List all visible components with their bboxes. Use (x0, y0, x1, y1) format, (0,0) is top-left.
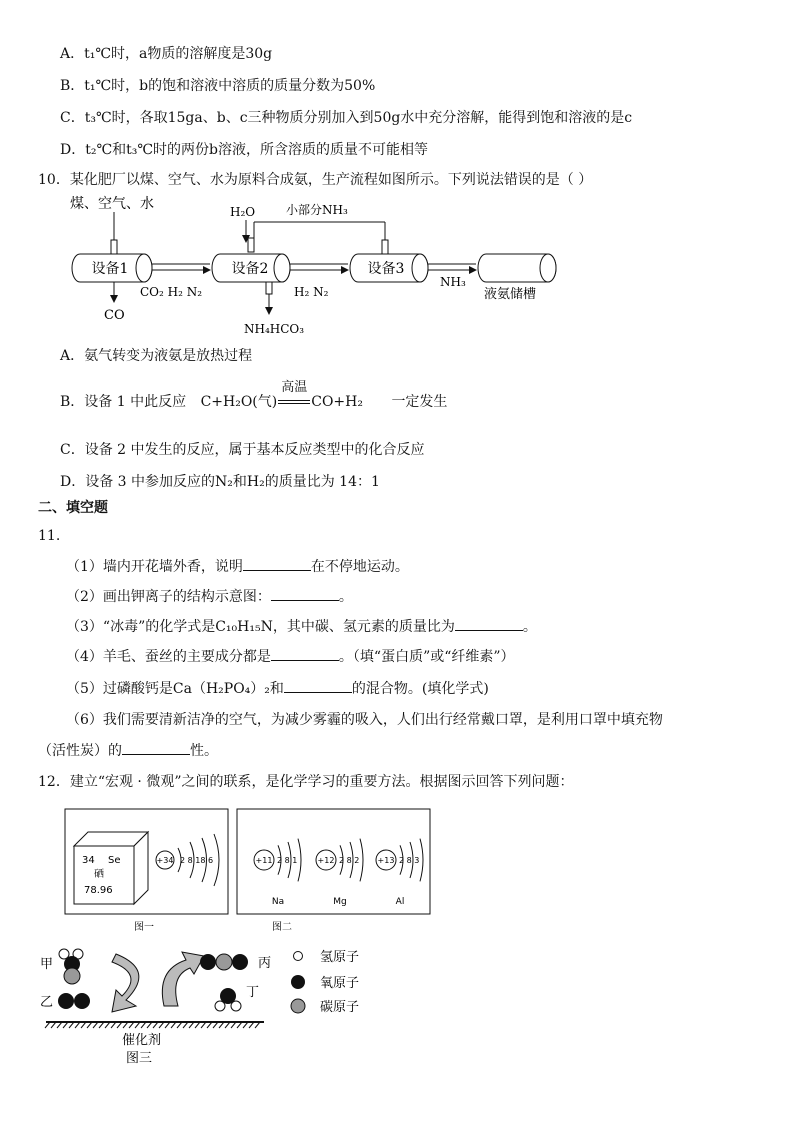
q11-sub4-text-b: 。（填“蛋白质”或“纤维素”） (338, 649, 515, 665)
legend-hydrogen-icon (294, 952, 303, 961)
device1 (72, 254, 152, 282)
curved-arrow-down (112, 954, 139, 1012)
equation-arrow (277, 380, 311, 412)
nucleus-charge: +13 (377, 856, 395, 865)
device3-outlet-top (382, 240, 388, 254)
legend-oxygen-icon (291, 975, 305, 989)
nucleus-charge: +11 (255, 856, 273, 865)
nh3-label: NH₃ (440, 275, 466, 289)
co-label: CO (104, 308, 125, 323)
q9-option-c: C．t₃℃时，各取15ga、b、c三种物质分别加入到50g水中充分溶解，能得到饱和溶液的是c (60, 110, 633, 126)
curved-arrow-up (162, 952, 204, 1006)
q9-option-d: D．t₂℃和t₃℃时的两份b溶液，所含溶质的质量不可能相等 (60, 142, 428, 158)
q11-sub3 (66, 616, 537, 637)
nucleus-charge: +12 (317, 856, 335, 865)
section-heading: 二、填空题 (38, 500, 108, 516)
molecule-ding (215, 988, 241, 1011)
q11-sub4 (66, 646, 515, 667)
q10-option-b-prefix: B．设备 1 中此反应 (60, 394, 187, 410)
element-symbol: Mg (333, 897, 347, 907)
recycle-label: 小部分NH₃ (286, 203, 348, 217)
q11-sub3-text-b: 。 (522, 619, 537, 635)
q11-sub6-text-c: 性。 (190, 743, 218, 759)
device2-output-label: H₂ N₂ (294, 285, 329, 299)
q11-sub3-text-a: （3）“冰毒”的化学式是C₁₀H₁₅N，其中碳、氢元素的质量比为 (66, 619, 455, 635)
element-symbol: Na (271, 897, 285, 907)
byproduct-label: NH₄HCO₃ (244, 322, 305, 336)
q11-sub4-text-a: （4）羊毛、蚕丝的主要成分都是 (66, 649, 271, 665)
q11-sub6: （6）我们需要清新洁净的空气，为减少雾霾的吸入，人们出行经常戴口罩，是利用口罩中填充物 (66, 712, 663, 728)
q9-option-b: B．t₁℃时，b的饱和溶液中溶质的质量分数为50% (60, 78, 376, 94)
device1-inlet (111, 240, 117, 254)
ammonia-process-diagram (60, 192, 580, 342)
molecule-jia (59, 949, 83, 984)
equation-left: C+H₂O(气) (200, 394, 278, 410)
equation-condition: 高温 (281, 380, 308, 395)
q11-sub2 (66, 586, 353, 607)
atomic-mass: 78.96 (84, 885, 113, 896)
figure-1-selenium (64, 808, 244, 934)
element-symbol: Al (395, 897, 405, 907)
electron-counts: 2 8 2 (339, 856, 360, 865)
reaction-equation (200, 380, 363, 412)
q10-option-a: A．氨气转变为液氨是放热过程 (60, 348, 253, 364)
answer-blank-5[interactable] (284, 678, 352, 693)
molecule-bing (200, 954, 248, 970)
legend-oxygen: 氧原子 (320, 976, 360, 991)
q11-sub2-text-b: 。 (338, 589, 353, 605)
label-ding: 丁 (246, 985, 260, 1000)
device2 (212, 254, 290, 282)
q9-option-a: A．t₁℃时，a物质的溶解度是30g (60, 46, 273, 62)
device3 (350, 254, 428, 282)
label-bing: 丙 (258, 956, 272, 971)
q10-option-b-suffix: 一定发生 (391, 394, 448, 410)
catalyst-label: 催化剂 (122, 1033, 162, 1048)
q12-stem: 12．建立“宏观 · 微观”之间的联系，是化学学习的重要方法。根据图示回答下列问题： (38, 774, 574, 790)
q11-sub5 (66, 678, 489, 699)
q10-option-c: C．设备 2 中发生的反应，属于基本反应类型中的化合反应 (60, 442, 425, 458)
answer-blank-4[interactable] (271, 646, 339, 661)
device2-label: 设备2 (231, 261, 269, 277)
element-symbol: Se (108, 855, 121, 866)
device1-label: 设备1 (91, 261, 129, 277)
q10-stem: 10．某化肥厂以煤、空气、水为原料合成氨，生产流程如图所示。下列说法错误的是（ ） (38, 172, 593, 188)
q10-option-b (60, 380, 448, 412)
device3-label: 设备3 (367, 261, 405, 277)
liquid-ammonia-tank (478, 254, 556, 282)
q11-sub6-continued (38, 740, 218, 761)
answer-blank-2[interactable] (271, 586, 339, 601)
label-jia: 甲 (40, 957, 54, 972)
electron-counts: 2 8 1 (277, 856, 298, 865)
q11-number: 11. (38, 528, 61, 544)
element-name: 硒 (94, 869, 104, 880)
water-label: H₂O (230, 205, 256, 219)
device1-output-label: CO₂ H₂ N₂ (140, 285, 203, 299)
legend-carbon: 碳原子 (320, 1000, 360, 1015)
legend-hydrogen: 氢原子 (320, 950, 360, 965)
molecule-yi (58, 993, 90, 1009)
atomic-number: 34 (82, 855, 95, 866)
q11-sub5-text-a: （5）过磷酸钙是Ca（H₂PO₄）₂和 (66, 681, 284, 697)
q11-sub2-text-a: （2）画出钾离子的结构示意图： (66, 589, 271, 605)
q11-sub5-text-b: 的混合物。(填化学式) (351, 681, 489, 697)
device2-inlet (248, 238, 254, 252)
equation-right: CO+H₂ (311, 394, 363, 410)
q11-sub6-text-b: （活性炭）的 (38, 743, 122, 759)
figure-3-caption: 图三 (126, 1051, 153, 1066)
label-yi: 乙 (40, 995, 54, 1010)
q11-sub1-text-b: 在不停地运动。 (310, 559, 409, 575)
answer-blank-1[interactable] (243, 556, 311, 571)
figure-2-caption: 图二 (272, 922, 292, 933)
answer-blank-6[interactable] (122, 740, 190, 755)
tank-label: 液氨储槽 (484, 287, 537, 302)
device2-outlet (266, 282, 272, 294)
answer-blank-3[interactable] (455, 616, 523, 631)
figure-1-caption: 图一 (134, 922, 154, 933)
q10-option-d: D．设备 3 中参加反应的N₂和H₂的质量比为 14：1 (60, 474, 380, 490)
electron-counts: 2 8 18 6 (180, 856, 214, 865)
diagram-input-label: 煤、空气、水 (70, 196, 154, 212)
figure-3-reaction (36, 940, 376, 1068)
q11-sub1 (66, 556, 409, 577)
q11-sub1-text-a: （1）墙内开花墙外香，说明 (66, 559, 243, 575)
electron-counts: 2 8 3 (399, 856, 420, 865)
figure-2-atoms (236, 808, 436, 934)
nucleus-charge: +34 (156, 856, 174, 865)
legend-carbon-icon (291, 999, 305, 1013)
